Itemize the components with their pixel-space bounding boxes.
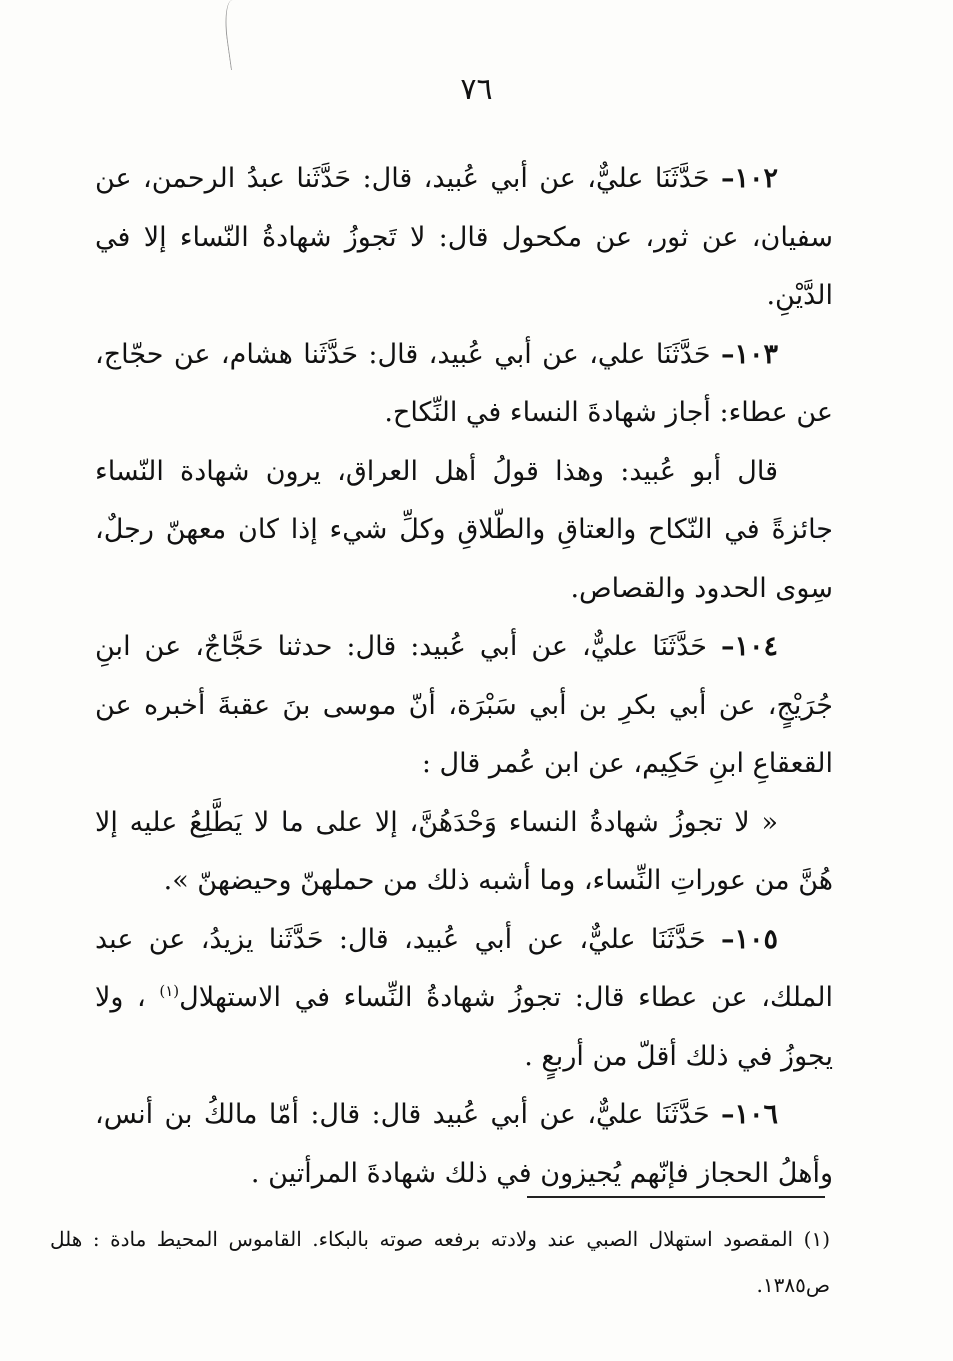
- hadith-105: [95, 911, 833, 1087]
- hadith-106: [95, 1086, 833, 1203]
- page-body: [95, 150, 833, 1203]
- quote-text: « لا تجوزُ شهادةُ النساء وَحْدَهُنَّ، إلا على ما لا يَطَّلِعُ عليه إلا هُنَّ من عوراتِ النِّساء، وما أشبه ذلك من حملهنّ وحيضهنّ ».: [95, 806, 833, 896]
- footnote-1: (١) المقصود استهلال الصبي عند ولادته برفعه صوته بالبكاء. القاموس المحيط مادة : هلل ص١٣٨٥.: [50, 1227, 830, 1297]
- hadith-text-before-note: حَدَّثَنَا عليٌّ، عن أبي عُبيد، قال: حَدَّثَنا يزيدُ، عن عبد الملك، عن عطاء قال: تجوزُ شهادةُ النِّساء في الاستهلال: [95, 923, 833, 1013]
- hadith-102: [95, 150, 833, 326]
- hadith-quote: [95, 794, 833, 911]
- hadith-number: ١٠٢–: [720, 163, 778, 194]
- hadith-text-after-note: ، ولا يجوزُ في ذلك أقلّ من أربعٍ .: [95, 982, 833, 1072]
- footnotes: [50, 1216, 830, 1308]
- hadith-number: ١٠٦–: [720, 1099, 778, 1130]
- hadith-text: حَدَّثَنَا علي، عن أبي عُبيد، قال: حَدَّثَنا هشام، عن حجّاج، عن عطاء: أجاز شهادةَ النساء في النِّكاح.: [95, 338, 833, 428]
- hadith-text: حَدَّثَنَا عليٌّ، عن أبي عُبيد، قال: حَدَّثَنا عبدُ الرحمن، عن سفيان، عن ثور، عن مكحول قال: لا تَجوزُ شهادةُ النّساء إلا في الدَّيْنِ.: [95, 163, 833, 311]
- footnote-reference: (١): [159, 982, 180, 1000]
- hadith-104: [95, 618, 833, 794]
- hadith-103: [95, 326, 833, 443]
- hadith-text: حَدَّثَنَا عليٌّ، عن أبي عُبيد قال: قال: أمّا مالكُ بن أنس، وأهلُ الحجاز فإنّهم يُجيزون في ذلك شهادةَ المرأتين .: [95, 1099, 833, 1189]
- commentary-abu-ubaid: [95, 443, 833, 619]
- page-edge-line: [221, 0, 250, 70]
- page-number: ٧٦: [460, 72, 493, 107]
- hadith-number: ١٠٤–: [720, 631, 778, 662]
- hadith-text: حَدَّثَنَا عليٌّ، عن أبي عُبيد: قال: حدثنا حَجَّاجٌ، عن ابنِ جُرَيْجٍ، عن أبي بكرِ بن أبي سَبْرَة، أنّ موسى بنَ عقبةَ أخبره عن القعقاعِ ابنِ حَكِيم، عن ابن عُمر قال :: [95, 631, 833, 779]
- footnote-divider: [527, 1196, 825, 1198]
- hadith-number: ١٠٥–: [720, 923, 778, 955]
- commentary-text: قال أبو عُبيد: وهذا قولُ أهل العراق، يرون شهادة النّساء جائزةً في النّكاح والعتاقِ والطّلاقِ وكلِّ شيء إذا كان معهنّ رجلٌ، سِوى الحدود والقصاص.: [95, 455, 833, 604]
- hadith-number: ١٠٣–: [720, 338, 778, 370]
